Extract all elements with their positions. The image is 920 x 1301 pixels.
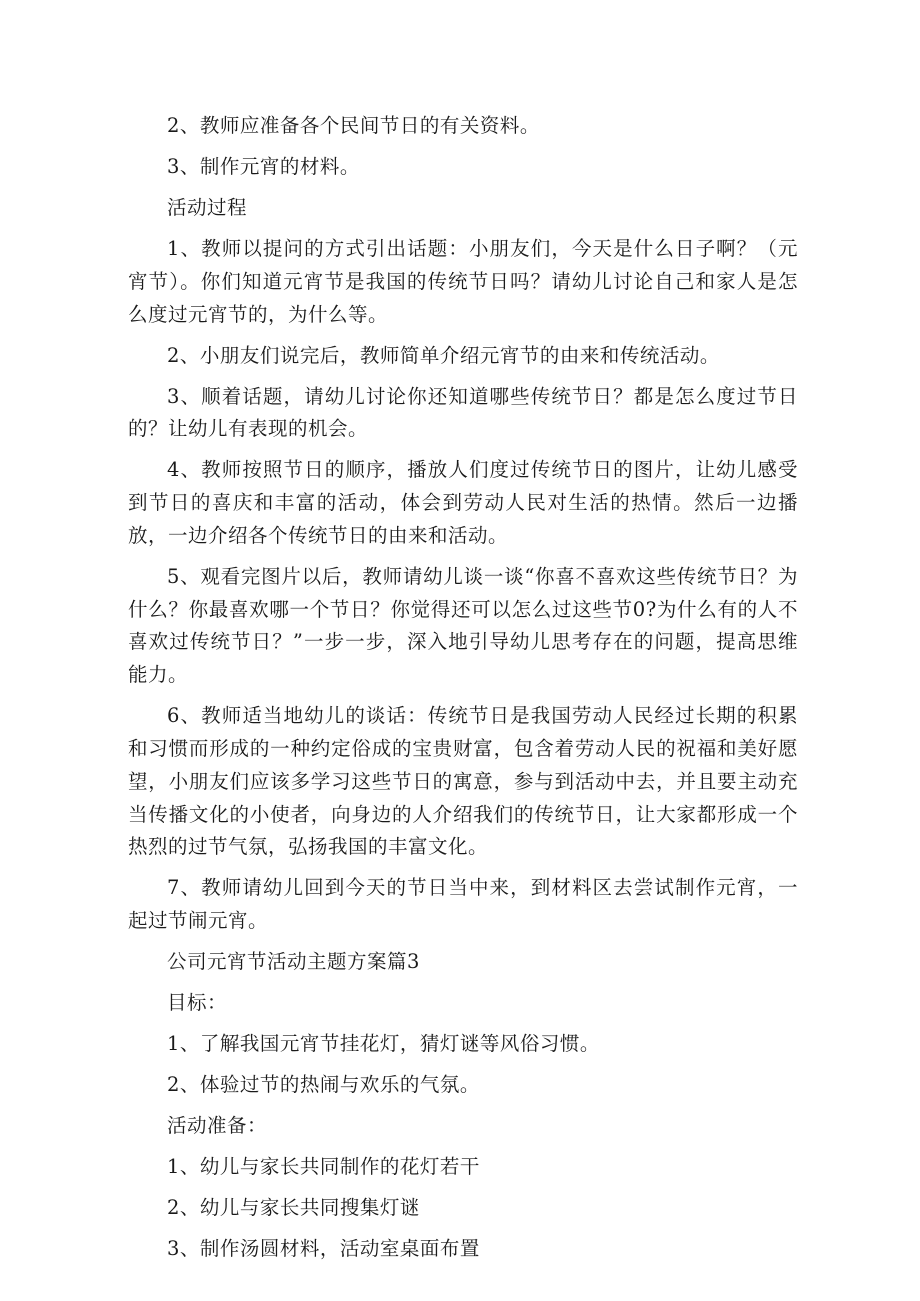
paragraph: 4、教师按照节日的顺序，播放人们度过传统节日的图片，让幼儿感受到节日的喜庆和丰富的活动，体会到劳动人民对生活的热情。然后一边播放，一边介绍各个传统节日的由来和活动。: [128, 458, 798, 547]
paragraph: 2、教师应准备各个民间节日的有关资料。: [167, 114, 540, 137]
paragraph: 5、观看完图片以后，教师请幼儿谈一谈“你喜不喜欢这些传统节日？为什么？你最喜欢哪一个节日？你觉得还可以怎么过这些节0?为什么有的人不喜欢过传统节日？”一步一步，深入地引导幼儿思考存在的问题，提高思维能力。: [128, 564, 798, 687]
section-heading: 活动过程: [167, 195, 248, 219]
paragraph: 1、了解我国元宵节挂花灯，猜灯谜等风俗习惯。: [167, 1032, 600, 1056]
paragraph: 2、小朋友们说完后，教师简单介绍元宵节的由来和传统活动。: [167, 343, 720, 367]
document-body: [128, 110, 798, 1266]
paragraph: 1、教师以提问的方式引出话题：小朋友们，今天是什么日子啊？（元宵节）。你们知道元宵节是我国的传统节日吗？请幼儿讨论自己和家人是怎么度过元宵节的，为什么等。: [128, 236, 798, 326]
paragraph: 6、教师适当地幼儿的谈话：传统节日是我国劳动人民经过长期的积累和习惯而形成的一种约定俗成的宝贵财富，包含着劳动人民的祝福和美好愿望，小朋友们应该多学习这些节日的寓意，参与到活动中去，并且要主动充当传播文化的小使者，向身边的人介绍我们的传统节日，让大家都形成一个热烈的过节气氛，弘扬我国的丰富文化。: [128, 704, 798, 859]
paragraph: 1、幼儿与家长共同制作的花灯若干: [167, 1155, 480, 1179]
paragraph: 3、顺着话题，请幼儿讨论你还知道哪些传统节日？都是怎么度过节日的？让幼儿有表现的机会。: [128, 384, 798, 441]
section-title: 公司元宵节活动主题方案篇3: [167, 950, 420, 974]
paragraph: 2、幼儿与家长共同搜集灯谜: [167, 1196, 420, 1220]
paragraph: 7、教师请幼儿回到今天的节日当中来，到材料区去尝试制作元宵，一起过节闹元宵。: [128, 876, 798, 933]
paragraph: 2、体验过节的热闹与欢乐的气氛。: [167, 1073, 480, 1097]
paragraph: 3、制作汤圆材料，活动室桌面布置: [167, 1237, 480, 1261]
paragraph: 3、制作元宵的材料。: [167, 154, 360, 178]
section-heading: 活动准备：: [167, 1114, 268, 1138]
section-heading: 目标：: [167, 991, 228, 1015]
